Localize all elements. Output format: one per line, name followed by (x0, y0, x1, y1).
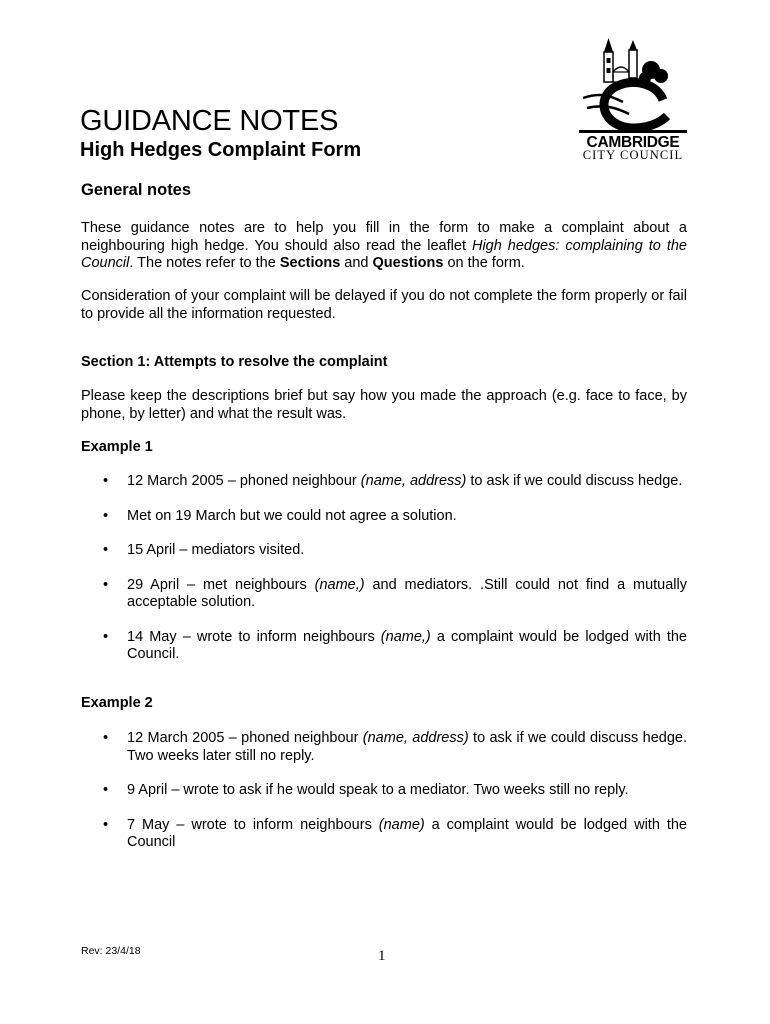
council-emblem-icon (577, 38, 689, 136)
item-text: 12 March 2005 – phoned neighbour (127, 730, 363, 746)
item-text: 15 April – mediators visited. (127, 542, 305, 558)
bullet-icon: • (103, 628, 109, 645)
heading-general-notes: General notes (81, 181, 192, 199)
paragraph-delay-warning: Consideration of your complaint will be delayed if you do not complete the form properly or fail to provide all the information requested. (81, 288, 687, 322)
bullet-icon: • (103, 507, 109, 524)
cambridge-city-council-logo (577, 38, 689, 162)
item-text: 29 April – met neighbours (127, 576, 315, 593)
logo-text-cambridge: CAMBRIDGE (586, 134, 680, 151)
list-item (81, 629, 687, 664)
item-text: Met on 19 March but we could not agree a solution. (127, 507, 457, 524)
list-item (81, 577, 687, 612)
revision-date: Rev: 23/4/18 (81, 945, 141, 957)
intro-text-c: and (340, 255, 373, 271)
list-item (81, 782, 687, 800)
item-italic: (name,) (314, 576, 365, 593)
bullet-icon: • (103, 473, 109, 489)
heading-section-1: Section 1: Attempts to resolve the complaint (81, 354, 388, 370)
item-text-end: a complaint would be lodged with the Council (127, 816, 687, 850)
intro-text-d: on the form. (443, 255, 525, 271)
list-item (81, 730, 687, 765)
page-number: 1 (378, 948, 386, 964)
item-text-end: to ask if we could discuss hedge. Two weeks later still no reply. (127, 730, 687, 764)
intro-text-a: These guidance notes are to help you fill in the form to make a complaint about a neighbouring high hedge. You should also read the leaflet (81, 220, 687, 254)
item-text-end: and mediators. .Still could not find a mutually acceptable solution. (127, 576, 688, 610)
page-subtitle: High Hedges Complaint Form (80, 139, 362, 161)
item-text: 9 April – wrote to ask if he would speak to a mediator. Two weeks still no reply. (127, 782, 629, 798)
item-text-end: a complaint would be lodged with the Council. (127, 628, 687, 662)
item-text: 14 May – wrote to inform neighbours (127, 628, 381, 645)
logo-text-city-council: CITY COUNCIL (582, 148, 684, 162)
item-italic: (name,) (380, 628, 431, 645)
item-text: 7 May – wrote to inform neighbours (127, 816, 379, 833)
bullet-icon: • (103, 542, 109, 558)
item-italic: (name, address) (362, 730, 469, 746)
item-text-end: to ask if we could discuss hedge. (466, 473, 683, 489)
paragraph-intro (81, 220, 687, 273)
list-item (81, 817, 687, 852)
item-italic: (name) (378, 816, 425, 833)
heading-example-2: Example 2 (81, 695, 153, 711)
list-item (81, 542, 687, 560)
bullet-icon: • (103, 730, 109, 746)
bullet-icon: • (103, 816, 109, 833)
intro-text-b: . The notes refer to the (129, 255, 280, 271)
heading-example-1: Example 1 (81, 439, 153, 455)
example-1-list (81, 473, 687, 664)
item-text: 12 March 2005 – phoned neighbour (127, 473, 361, 489)
intro-bold-questions: Questions (372, 255, 444, 271)
intro-bold-sections: Sections (279, 255, 341, 271)
list-item (81, 473, 687, 491)
page-title: GUIDANCE NOTES (80, 105, 339, 137)
bullet-icon: • (103, 576, 109, 593)
leaflet-title: High hedges: complaining to the Council (81, 237, 687, 271)
item-italic: (name, address) (360, 473, 467, 489)
example-2-list (81, 730, 687, 852)
list-item (81, 508, 687, 526)
bullet-icon: • (103, 782, 109, 798)
paragraph-section-1-intro: Please keep the descriptions brief but say how you made the approach (e.g. face to face, by phone, by letter) and what the result was. (81, 388, 687, 422)
